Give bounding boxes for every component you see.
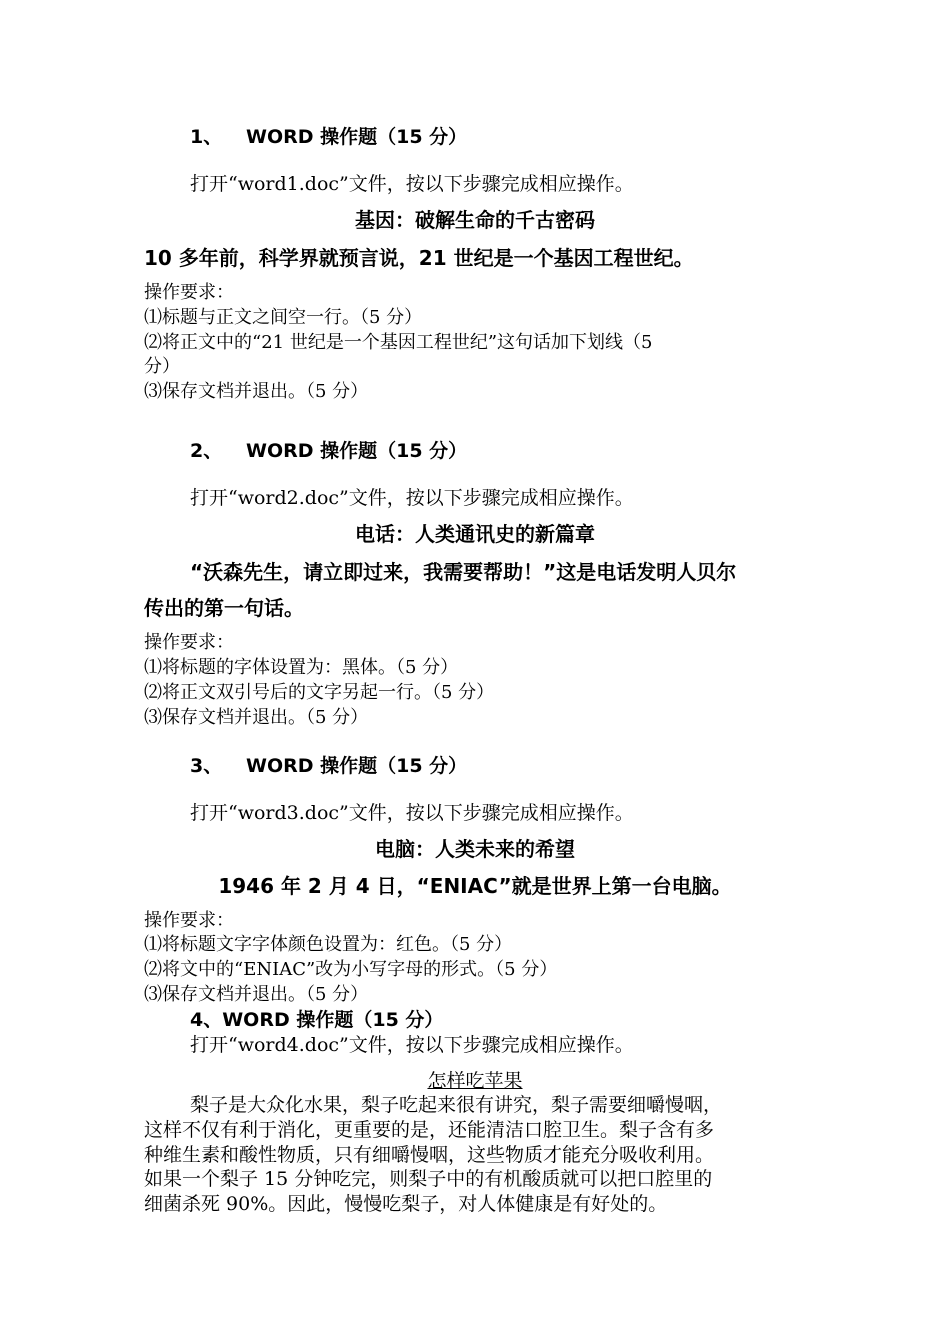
- q3-req-3: ⑶保存文档并退出。（5 分）: [144, 984, 369, 1005]
- q2-doc-body: “沃森先生，请立即过来，我需要帮助！”这是电话发明人贝尔: [190, 560, 737, 584]
- q1-req-label: 操作要求：: [144, 282, 234, 303]
- q2-doc-body-cont: 传出的第一句话。: [144, 596, 304, 620]
- q3-doc-title: 电脑：人类未来的希望: [375, 837, 575, 861]
- q4-para-line-4: 如果一个梨子 15 分钟吃完，则梨子中的有机酸质就可以把口腔里的: [144, 1168, 713, 1190]
- q3-heading-text: WORD 操作题（15 分）: [246, 755, 468, 777]
- q3-req-label: 操作要求：: [144, 910, 234, 931]
- q4-para-line-1: 梨子是大众化水果，梨子吃起来很有讲究，梨子需要细嚼慢咽，: [190, 1094, 723, 1116]
- q2-heading-text: WORD 操作题（15 分）: [246, 440, 468, 462]
- q4-para-line-2: 这样不仅有利于消化，更重要的是，还能清洁口腔卫生。梨子含有多: [144, 1119, 715, 1141]
- q3-req-2: ⑵将文中的“ENIAC”改为小写字母的形式。（5 分）: [144, 959, 558, 980]
- q2-heading: [190, 442, 467, 461]
- q4-para-line-5: 细菌杀死 90%。因此，慢慢吃梨子，对人体健康是有好处的。: [144, 1193, 668, 1215]
- q4-doc-title-text: 怎样吃苹果: [427, 1070, 523, 1092]
- q4-heading: 4、WORD 操作题（15 分）: [190, 1009, 444, 1031]
- q3-req-1: ⑴将标题文字字体颜色设置为：红色。（5 分）: [144, 934, 513, 955]
- q1-number: 1、: [190, 126, 223, 148]
- q3-heading: [190, 757, 467, 776]
- q2-number: 2、: [190, 440, 223, 462]
- q1-heading-text: WORD 操作题（15 分）: [246, 126, 468, 148]
- q1-heading: [190, 128, 467, 147]
- q1-req-2-cont: 分）: [144, 356, 180, 377]
- q2-req-3: ⑶保存文档并退出。（5 分）: [144, 707, 369, 728]
- q1-doc-body: 10 多年前，科学界就预言说，21 世纪是一个基因工程世纪。: [144, 246, 694, 270]
- q2-intro: 打开“word2.doc”文件，按以下步骤完成相应操作。: [190, 487, 634, 509]
- q4-doc-title: [144, 1072, 806, 1091]
- q2-doc-title: 电话：人类通讯史的新篇章: [355, 522, 595, 546]
- q4-intro: 打开“word4.doc”文件，按以下步骤完成相应操作。: [190, 1034, 634, 1056]
- q1-intro: 打开“word1.doc”文件，按以下步骤完成相应操作。: [190, 173, 634, 195]
- q1-req-1: ⑴标题与正文之间空一行。（5 分）: [144, 307, 423, 328]
- q1-req-2: ⑵将正文中的“21 世纪是一个基因工程世纪”这句话加下划线（5: [144, 332, 653, 353]
- q1-doc-title: 基因：破解生命的千古密码: [355, 208, 595, 232]
- q3-intro: 打开“word3.doc”文件，按以下步骤完成相应操作。: [190, 802, 634, 824]
- q4-para-line-3: 种维生素和酸性物质，只有细嚼慢咽，这些物质才能充分吸收利用。: [144, 1144, 715, 1166]
- q3-number: 3、: [190, 755, 223, 777]
- q2-req-label: 操作要求：: [144, 632, 234, 653]
- q1-req-3: ⑶保存文档并退出。（5 分）: [144, 381, 369, 402]
- q2-req-1: ⑴将标题的字体设置为：黑体。（5 分）: [144, 657, 459, 678]
- q3-doc-body: 1946 年 2 月 4 日，“ENIAC”就是世界上第一台电脑。: [218, 874, 732, 898]
- q2-req-2: ⑵将正文双引号后的文字另起一行。（5 分）: [144, 682, 495, 703]
